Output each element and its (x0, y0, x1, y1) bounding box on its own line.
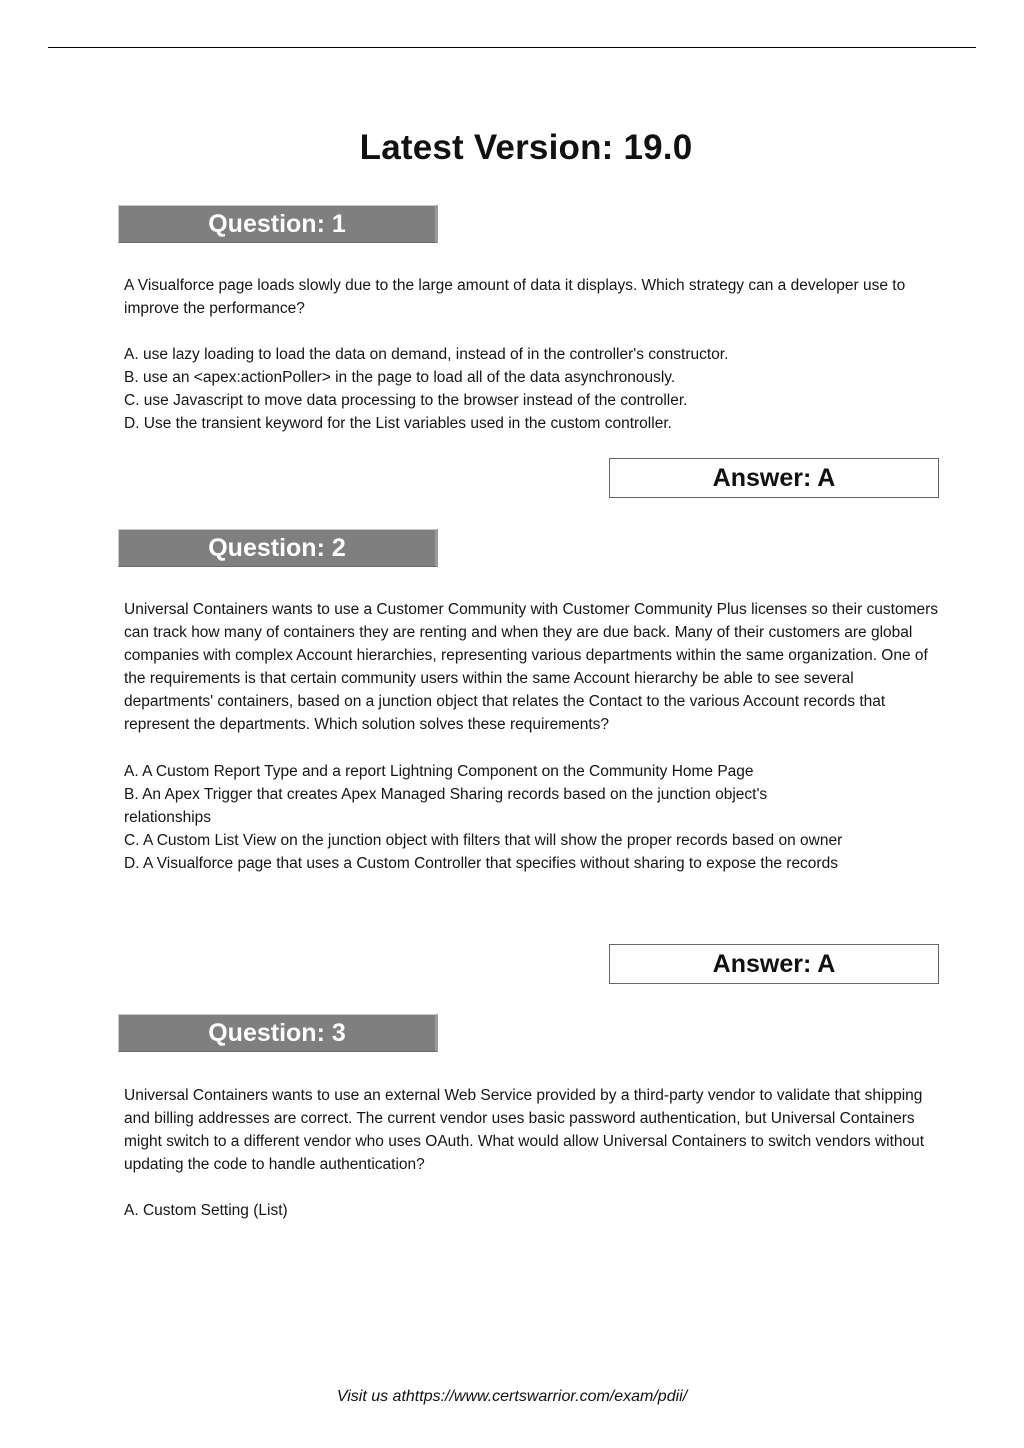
question-2-body (124, 598, 944, 875)
option-item: B. use an <apex:actionPoller> in the page to load all of the data asynchronously. (124, 369, 676, 387)
question-2-options (124, 760, 944, 875)
question-2-header: Question: 2 (118, 529, 438, 567)
option-item: B. An Apex Trigger that creates Apex Managed Sharing records based on the junction object's relationships (124, 785, 768, 826)
option-item: D. A Visualforce page that uses a Custom Controller that specifies without sharing to expose the records (124, 854, 838, 872)
footer-link-text: Visit us athttps://www.certswarrior.com/exam/pdii/ (336, 1388, 688, 1405)
question-1-header: Question: 1 (118, 205, 438, 243)
question-3-options (124, 1199, 944, 1222)
option-item: A. use lazy loading to load the data on demand, instead of in the controller's constructor. (124, 346, 729, 364)
option-item: C. use Javascript to move data processing to the browser instead of the controller. (124, 392, 688, 410)
page-title: Latest Version: 19.0 (359, 128, 693, 167)
option-item: A. Custom Setting (List) (124, 1202, 288, 1220)
question-3-body (124, 1084, 944, 1222)
question-1-options (124, 343, 944, 435)
question-2-answer: Answer: A (609, 944, 939, 984)
question-1-body (124, 274, 944, 436)
question-3-text: Universal Containers wants to use an external Web Service provided by a third-party vendor to validate that shipping and billing addresses are correct. The current vendor uses basic password authentication, but Universal Containers might switch to a different vendor who uses OAuth. What would allow Universal Containers to switch vendors without updating the code to handle authentication? (124, 1087, 925, 1174)
question-2-text: Universal Containers wants to use a Customer Community with Customer Community Plus licenses so their customers can track how many of containers they are renting and when they are due back. Many of their customers are global companies with complex Account hierarchies, representing various departments within the same organization. One of the requirements is that certain community users within the same Account hierarchy be able to see several departments' containers, based on a junction object that relates the Contact to the various Account records that represent the departments. Which solution solves these requirements? (124, 601, 939, 734)
option-item: D. Use the transient keyword for the List variables used in the custom controller. (124, 415, 672, 433)
question-1-text: A Visualforce page loads slowly due to the large amount of data it displays. Which strategy can a developer use to improve the performance? (124, 277, 906, 318)
top-divider (48, 47, 976, 48)
question-1-answer: Answer: A (609, 458, 939, 498)
option-item: A. A Custom Report Type and a report Lightning Component on the Community Home Page (124, 762, 754, 780)
question-3-header: Question: 3 (118, 1014, 438, 1052)
option-item: C. A Custom List View on the junction object with filters that will show the proper records based on owner (124, 831, 843, 849)
